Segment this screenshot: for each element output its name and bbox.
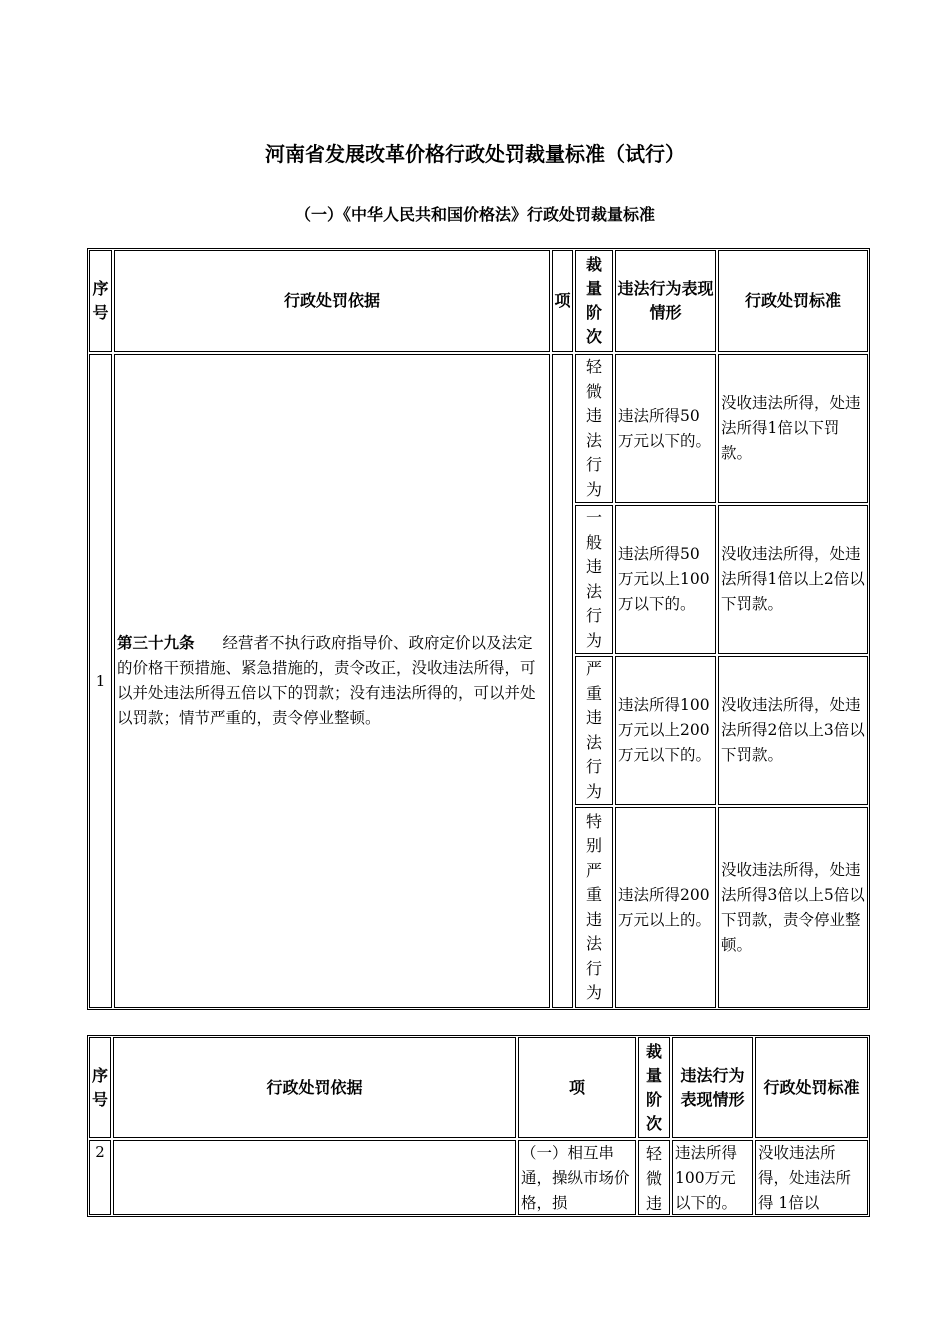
level-cell: 轻微违 xyxy=(638,1140,670,1215)
article-number: 第三十九条 xyxy=(117,634,195,652)
header-behavior: 违法行为表现情形 xyxy=(615,250,716,352)
behavior-cell: 违法所得100万元以上200万元以下的。 xyxy=(615,656,716,805)
section-subtitle: （一）《中华人民共和国价格法》行政处罚裁量标准 xyxy=(294,205,655,224)
header-item: 项 xyxy=(518,1037,636,1138)
header-standard: 行政处罚标准 xyxy=(755,1037,868,1138)
behavior-cell: 违法所得100万元以下的。 xyxy=(672,1140,753,1215)
penalty-basis xyxy=(113,1140,516,1215)
level-cell: 特别严重违法行为 xyxy=(575,807,613,1008)
standard-cell: 没收违法所得，处违法所得 1倍以 xyxy=(755,1140,868,1215)
header-behavior: 违法行为表现情形 xyxy=(672,1037,753,1138)
item-cell xyxy=(552,354,573,1008)
header-item: 项 xyxy=(552,250,573,352)
standard-cell: 没收违法所得，处违法所得3倍以上5倍以下罚款，责令停业整顿。 xyxy=(718,807,868,1008)
behavior-cell: 违法所得50万元以上100万以下的。 xyxy=(615,505,716,654)
penalty-basis xyxy=(114,354,550,1008)
item-cell: （一）相互串通，操纵市场价格，损 xyxy=(518,1140,636,1215)
level-cell: 轻微违法行为 xyxy=(575,354,613,503)
header-standard: 行政处罚标准 xyxy=(718,250,868,352)
header-seq: 序号 xyxy=(89,1037,111,1138)
article-text: 经营者不执行政府指导价、政府定价以及法定的价格干预措施、紧急措施的，责令改正，没收违法所得，可以并处违法所得五倍以下的罚款；没有违法所得的，可以并处以罚款；情节严重的，责令停业整顿。 xyxy=(117,634,536,727)
page-title: 河南省发展改革价格行政处罚裁量标准（试行） xyxy=(265,142,685,166)
header-level: 裁量阶次 xyxy=(638,1037,670,1138)
standard-cell: 没收违法所得，处违法所得1倍以下罚款。 xyxy=(718,354,868,503)
header-level: 裁量阶次 xyxy=(575,250,613,352)
standard-cell: 没收违法所得，处违法所得1倍以上2倍以下罚款。 xyxy=(718,505,868,654)
behavior-cell: 违法所得200万元以上的。 xyxy=(615,807,716,1008)
row-seq: 1 xyxy=(89,354,112,1008)
level-cell: 一般违法行为 xyxy=(575,505,613,654)
header-basis: 行政处罚依据 xyxy=(113,1037,516,1138)
level-cell: 严重违法行为 xyxy=(575,656,613,805)
row-seq: 2 xyxy=(89,1140,111,1215)
standard-cell: 没收违法所得，处违法所得2倍以上3倍以下罚款。 xyxy=(718,656,868,805)
behavior-cell: 违法所得50万元以下的。 xyxy=(615,354,716,503)
header-basis: 行政处罚依据 xyxy=(114,250,550,352)
header-seq: 序号 xyxy=(89,250,112,352)
